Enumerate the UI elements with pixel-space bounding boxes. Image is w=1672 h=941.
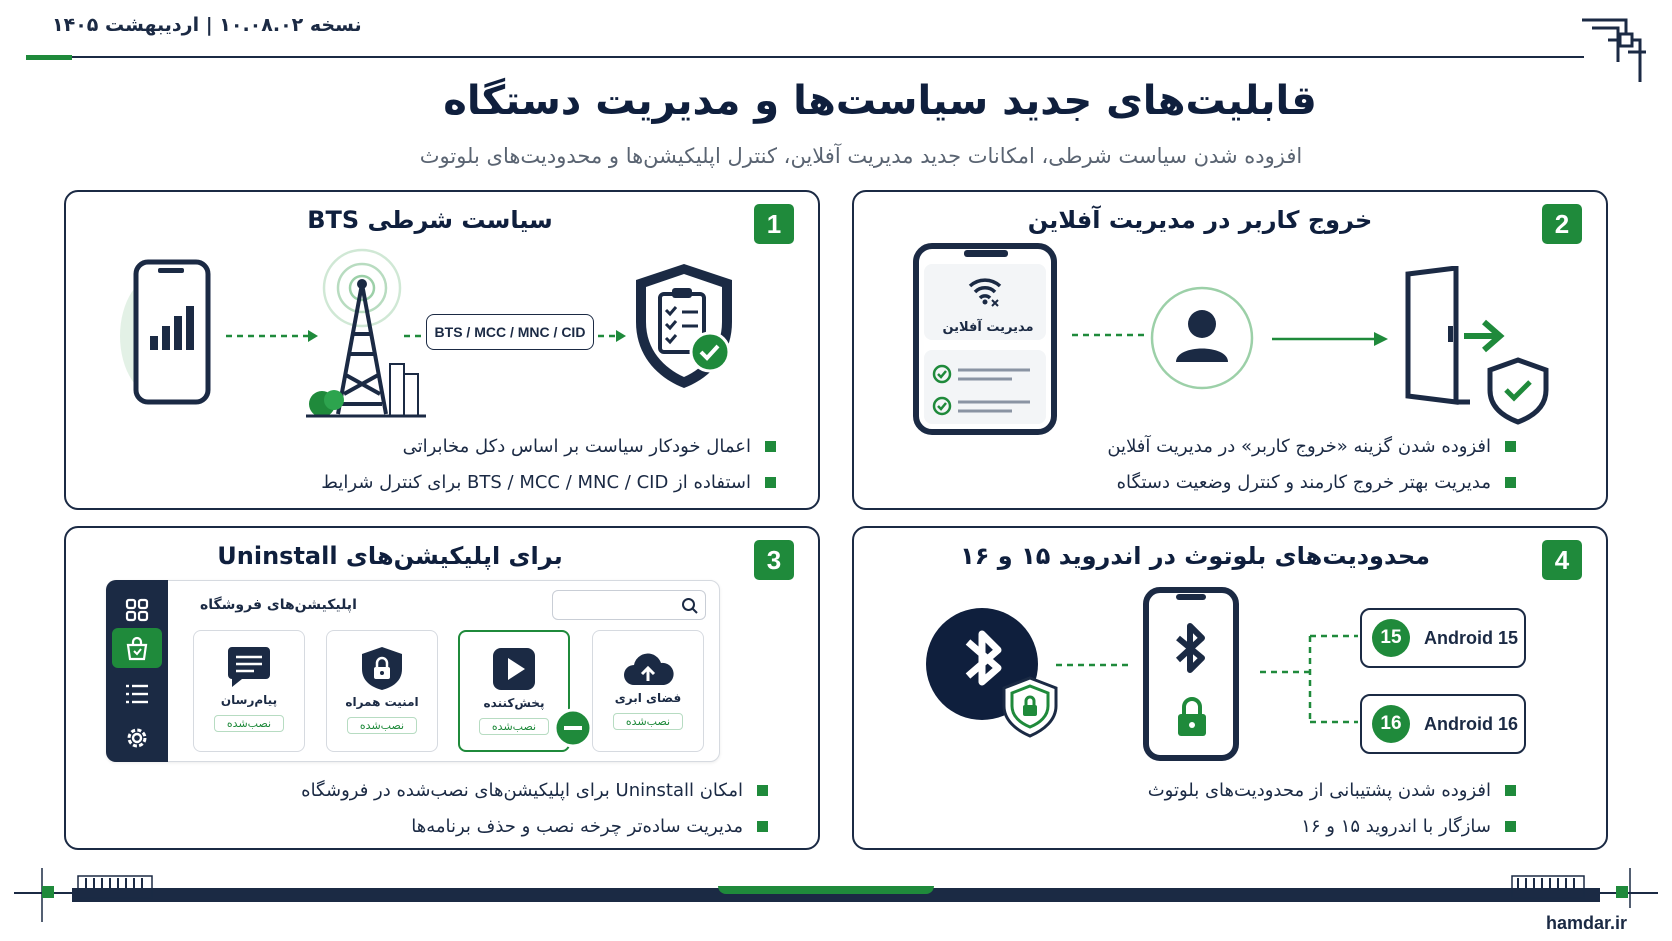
- bullet-text: استفاده از BTS / MCC / MNC / CID برای کنترل شرایط: [321, 472, 751, 493]
- arrow-connector: [596, 328, 628, 344]
- cloud-upload-icon: [622, 653, 674, 687]
- dash-connector: [1070, 330, 1148, 340]
- version-number: 16: [1372, 705, 1410, 743]
- dash-connector: [402, 328, 426, 344]
- phone-signal-icon: [110, 256, 230, 416]
- installed-badge: نصب‌شده: [347, 717, 417, 734]
- bullet-item: [321, 472, 776, 493]
- card-title: محدودیت‌های بلوتوث در اندروید ۱۵ و ۱۶: [960, 542, 1430, 570]
- bullet-text: مدیریت ساده‌تر چرخه نصب و حذف برنامه‌ها: [411, 816, 743, 837]
- brand-logo-icon: [1580, 16, 1648, 86]
- bullet-item: [301, 780, 768, 801]
- installed-badge: نصب‌شده: [613, 713, 683, 730]
- header-divider-accent: [26, 55, 72, 60]
- app-card-cloud[interactable]: [592, 630, 704, 752]
- card-title: سیاست شرطی BTS: [307, 206, 553, 234]
- app-card-messenger[interactable]: [193, 630, 305, 752]
- version-label: Android 16: [1424, 713, 1519, 734]
- card-number: 4: [1542, 540, 1582, 580]
- remove-app-icon[interactable]: [553, 708, 593, 748]
- bullet-item: [1107, 436, 1516, 457]
- bullet-item: [1117, 472, 1516, 493]
- bts-params-label: BTS / MCC / MNC / CID: [426, 314, 594, 350]
- app-name: فضای ابری: [614, 691, 682, 705]
- search-icon: [681, 597, 699, 615]
- card-title: برای اپلیکیشن‌های Uninstall: [217, 542, 563, 570]
- card-number: 2: [1542, 204, 1582, 244]
- bullet-text: اعمال خودکار سیاست بر اساس دکل مخابراتی: [402, 436, 751, 457]
- bullet-text: افزوده شدن گزینه «خروج کاربر» در مدیریت آفلاین: [1107, 436, 1491, 457]
- android-version-15: [1360, 608, 1526, 668]
- card-title: خروج کاربر در مدیریت آفلاین: [1027, 206, 1373, 234]
- arrow-connector: [1270, 330, 1390, 348]
- bullet-item: [1148, 780, 1516, 801]
- bullet-item: [403, 436, 776, 457]
- installed-badge: نصب‌شده: [479, 718, 549, 735]
- footer-pattern-left: [14, 866, 154, 926]
- app-name: پیام‌رسان: [220, 693, 278, 707]
- site-url[interactable]: hamdar.ir: [1546, 913, 1628, 933]
- shield-checklist-icon: [628, 260, 740, 392]
- phone-bluetooth-lock-icon: [1140, 586, 1244, 764]
- exit-door-icon: [1400, 266, 1560, 426]
- list-icon[interactable]: [112, 674, 162, 714]
- version-info: نسخه ۱۰.۰۸.۰۲ | اردیبهشت ۱۴۰۵: [52, 14, 362, 36]
- gear-icon[interactable]: [112, 718, 162, 758]
- lock-shield-icon: [360, 645, 404, 691]
- card-number: 3: [754, 540, 794, 580]
- app-name: پخش‌کننده: [483, 696, 545, 710]
- page-subtitle: افزوده شدن سیاست شرطی، امکانات جدید مدیریت آفلاین، کنترل اپلیکیشن‌ها و محدودیت‌های بلوتوث: [419, 144, 1303, 168]
- bullet-text: سازگار با اندروید ۱۵ و ۱۶: [1301, 816, 1491, 837]
- app-name: امنیت همراه: [345, 695, 419, 709]
- user-icon: [1150, 286, 1254, 390]
- phone-offline-icon: [912, 242, 1064, 438]
- card-number: 1: [754, 204, 794, 244]
- play-icon: [491, 646, 537, 692]
- bluetooth-shield-icon: [924, 606, 1060, 738]
- phone-label: مدیریت آفلاین: [942, 320, 1034, 335]
- android-version-16: [1360, 694, 1526, 754]
- branch-connector: [1258, 626, 1358, 728]
- app-card-security[interactable]: [326, 630, 438, 752]
- footer-accent: [718, 886, 934, 894]
- bullet-text: امکان Uninstall برای اپلیکیشن‌های نصب‌شده در فروشگاه: [301, 780, 743, 801]
- bullet-text: مدیریت بهتر خروج کارمند و کنترل وضعیت دستگاه: [1116, 472, 1491, 493]
- search-input[interactable]: [552, 590, 706, 620]
- grid-icon[interactable]: [112, 590, 162, 630]
- version-label: Android 15: [1424, 627, 1519, 648]
- footer-pattern-right: [1508, 866, 1658, 910]
- store-sidebar: [106, 580, 168, 762]
- chat-icon: [226, 647, 272, 689]
- bullet-item: [1301, 816, 1516, 837]
- bullet-text: افزوده شدن پشتیبانی از محدودیت‌های بلوتوث: [1147, 780, 1491, 801]
- store-bag-icon[interactable]: [112, 628, 162, 668]
- installed-badge: نصب‌شده: [214, 715, 284, 732]
- version-number: 15: [1372, 619, 1410, 657]
- dash-connector: [1054, 660, 1130, 670]
- bullet-item: [411, 816, 768, 837]
- header-divider: [26, 56, 1584, 58]
- store-heading: اپلیکیشن‌های فروشگاه: [200, 597, 357, 613]
- page-title: قابلیت‌های جدید سیاست‌ها و مدیریت دستگاه: [443, 78, 1317, 124]
